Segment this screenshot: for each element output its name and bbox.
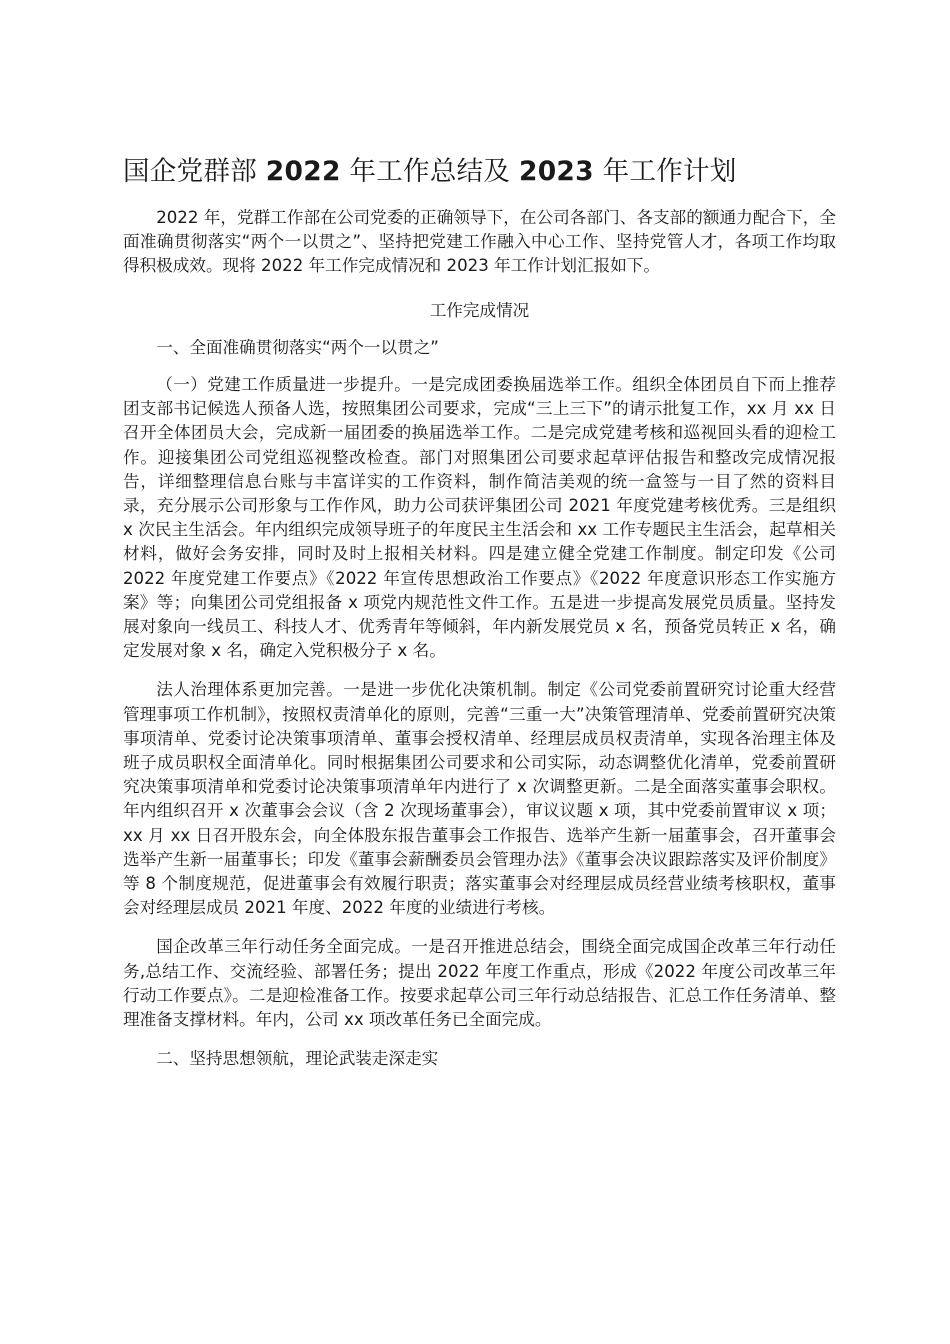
title-text-part-2: 年工作总结及 — [340, 156, 519, 187]
document-title — [123, 150, 836, 194]
heading-one: 一、全面准确贯彻落实“两个一以贯之” — [156, 337, 439, 357]
title-text-part-3: 年工作计划 — [593, 156, 737, 187]
section-title-work-completion: 工作完成情况 — [429, 300, 530, 320]
document-page — [123, 150, 836, 1085]
paragraph-corporate-governance: 法人治理体系更加完善。一是进一步优化决策机制。制定《公司党委前置研究讨论重大经营管理事项工作机制》，按照权责清单化的原则，完善“三重一大”决策管理清单、党委前置研究决策事项清单、党委讨论决策事项清单、董事会授权清单、经理层成员权责清单，实现各治理主体及班子成员职权全面清单化。同时根据集团公司要求和公司实际，动态调整优化清单，党委前置研究决策事项清单和党委讨论决策事项清单年内进行了 x 次调整更新。二是全面落实董事会职权。年内组织召开 x 次董事会会议（含 2 次现场董事会），审议议题 x 项，其中党委前置审议 x 项；xx 月 xx 日召开股东会，向全体股东报告董事会工作报告、选举产生新一届董事会，召开董事会选举产生新一届董事长；印发《董事会薪酬委员会管理办法》《董事会决议跟踪落实及评价制度》等 8 个制度规范，促进董事会有效履行职责；落实董事会对经理层成员经营业绩考核职权，董事会对经理层成员 2021 年度、2022 年度的业绩进行考核。 — [123, 680, 836, 918]
paragraph-party-building: （一）党建工作质量进一步提升。一是完成团委换届选举工作。组织全体团员自下而上推荐团支部书记候选人预备人选，按照集团公司要求，完成“三上三下”的请示批复工作，xx 月 xx 日召开全体团员大会，完成新一届团委的换届选举工作。二是完成党建考核和巡视回头看的迎检工作。迎接集团公司党组巡视整改检查。部门对照集团公司要求起草评估报告和整改完成情况报告，详细整理信息台账与丰富详实的工作资料，制作简洁美观的统一盒签与一目了然的资料目录，充分展示公司形象与工作作风，助力公司获评集团公司 2021 年度党建考核优秀。三是组织 x 次民主生活会。年内组织完成领导班子的年度民主生活会和 xx 工作专题民主生活会，起草相关材料，做好会务安排，同时及时上报相关材料。四是建立健全党建工作制度。制定印发《公司 2022 年度党建工作要点》《2022 年宣传思想政治工作要点》《2022 年度意识形态工作实施方案》等；向集团公司党组报备 x 项党内规范性文件工作。五是进一步提高发展党员质量。坚持发展对象向一线员工、科技人才、优秀青年等倾斜，年内新发展党员 x 名，预备党员转正 x 名，确定发展对象 x 名，确定入党积极分子 x 名。 — [123, 375, 836, 661]
title-text-part-1: 国企党群部 — [123, 156, 266, 187]
intro-paragraph: 2022 年，党群工作部在公司党委的正确领导下，在公司各部门、各支部的额通力配合下，全面准确贯彻落实“两个一以贯之”、坚持把党建工作融入中心工作、坚持党管人才，各项工作均取得积极成效。现将 2022 年工作完成情况和 2023 年工作计划汇报如下。 — [123, 208, 836, 276]
title-year-2022: 2022 — [265, 156, 341, 187]
title-year-2023: 2023 — [518, 156, 594, 187]
paragraph-reform-action: 国企改革三年行动任务全面完成。一是召开推进总结会，围绕全面完成国企改革三年行动任务,总结工作、交流经验、部署任务；提出 2022 年度工作重点，形成《2022 年度公司改革三年行动工作要点》。二是迎检准备工作。按要求起草公司三年行动总结报告、汇总工作任务清单、整理准备支撑材料。年内，公司 xx 项改革任务已全面完成。 — [123, 937, 836, 1030]
heading-two: 二、坚持思想领航，理论武装走深走实 — [156, 1049, 439, 1069]
